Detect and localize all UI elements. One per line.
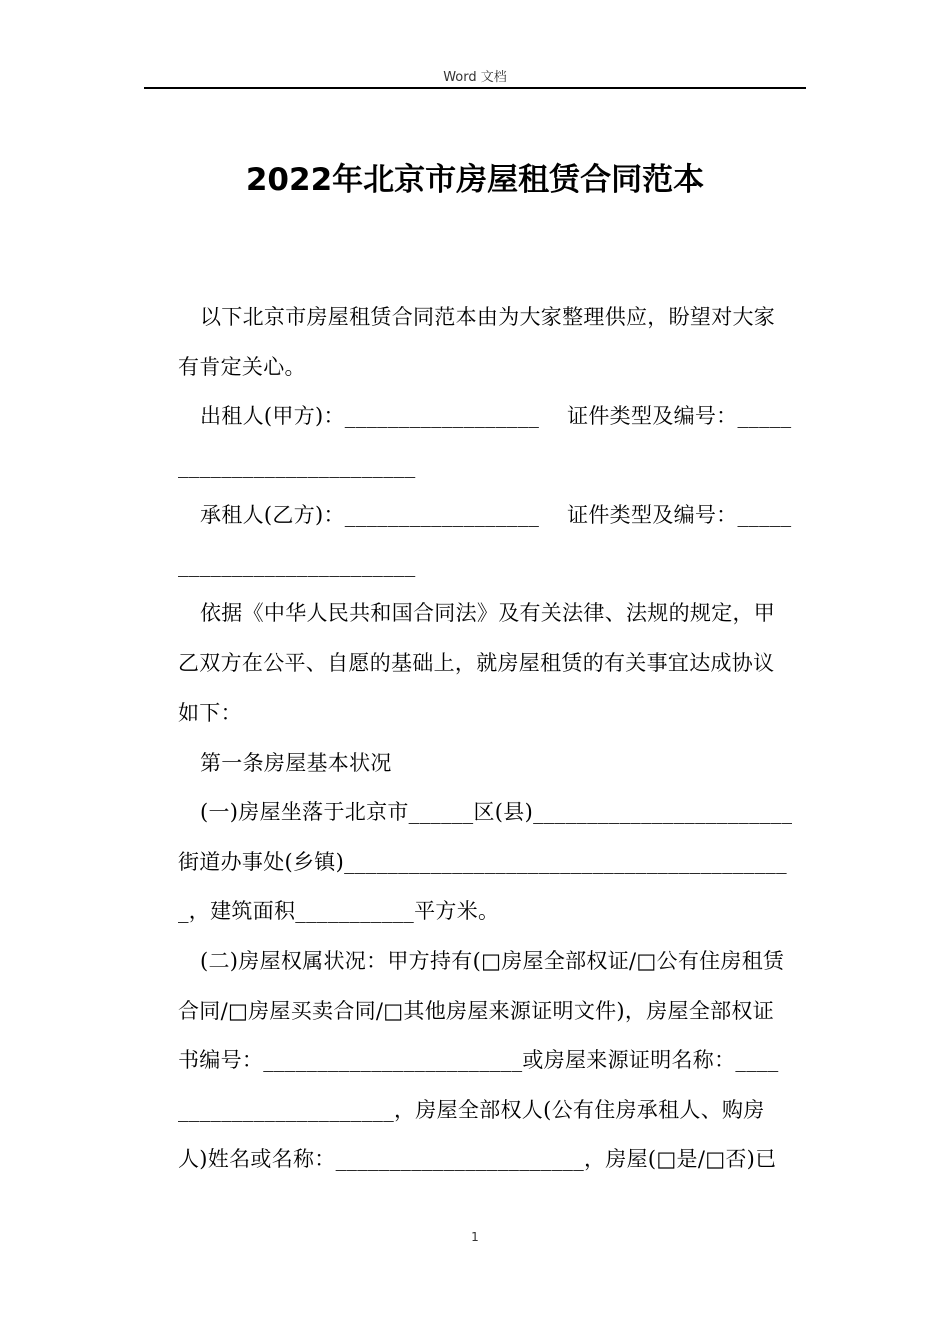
paragraph-line: 合同/□房屋买卖合同/□其他房屋来源证明文件)，房屋全部权证 (178, 999, 775, 1023)
lessor-line: 出租人(甲方)：__________________ 证件类型及编号：_____ (200, 404, 792, 428)
paragraph-line: 乙双方在公平、自愿的基础上，就房屋租赁的有关事宜达成协议 (178, 651, 775, 675)
lessee-id-blank: ______________________ (178, 553, 416, 577)
paragraph-line: (一)房屋坐落于北京市______区(县)________________________ (200, 800, 793, 824)
article-heading: 第一条房屋基本状况 (200, 751, 392, 775)
lessee-line: 承租人(乙方)：__________________ 证件类型及编号：_____ (200, 503, 792, 527)
paragraph-line: 依据《中华人民共和国合同法》及有关法律、法规的规定，甲 (200, 601, 776, 625)
page-number: 1 (471, 1230, 479, 1244)
paragraph-line: (二)房屋权属状况：甲方持有(□房屋全部权证/□公有住房租赁 (200, 949, 785, 973)
paragraph-line: 人)姓名或名称：_______________________，房屋(□是/□否)已 (178, 1147, 777, 1171)
document-title: 2022年北京市房屋租赁合同范本 (245, 162, 705, 198)
paragraph-line: ____________________，房屋全部权人(公有住房承租人、购房 (178, 1098, 765, 1122)
paragraph-line: 以下北京市房屋租赁合同范本由为大家整理供应，盼望对大家 (200, 305, 776, 329)
paragraph-line: 有肯定关心。 (178, 355, 306, 379)
paragraph-line: 书编号：________________________或房屋来源证明名称：____ (178, 1048, 779, 1072)
page-header: Word 文档 (443, 70, 507, 85)
lessor-id-blank: ______________________ (178, 454, 416, 478)
paragraph-line: 如下： (178, 701, 242, 725)
paragraph-line: _，建筑面积___________平方米。 (178, 899, 500, 923)
paragraph-line: 街道办事处(乡镇)_________________________________________ (178, 850, 787, 874)
header-divider (144, 87, 806, 89)
